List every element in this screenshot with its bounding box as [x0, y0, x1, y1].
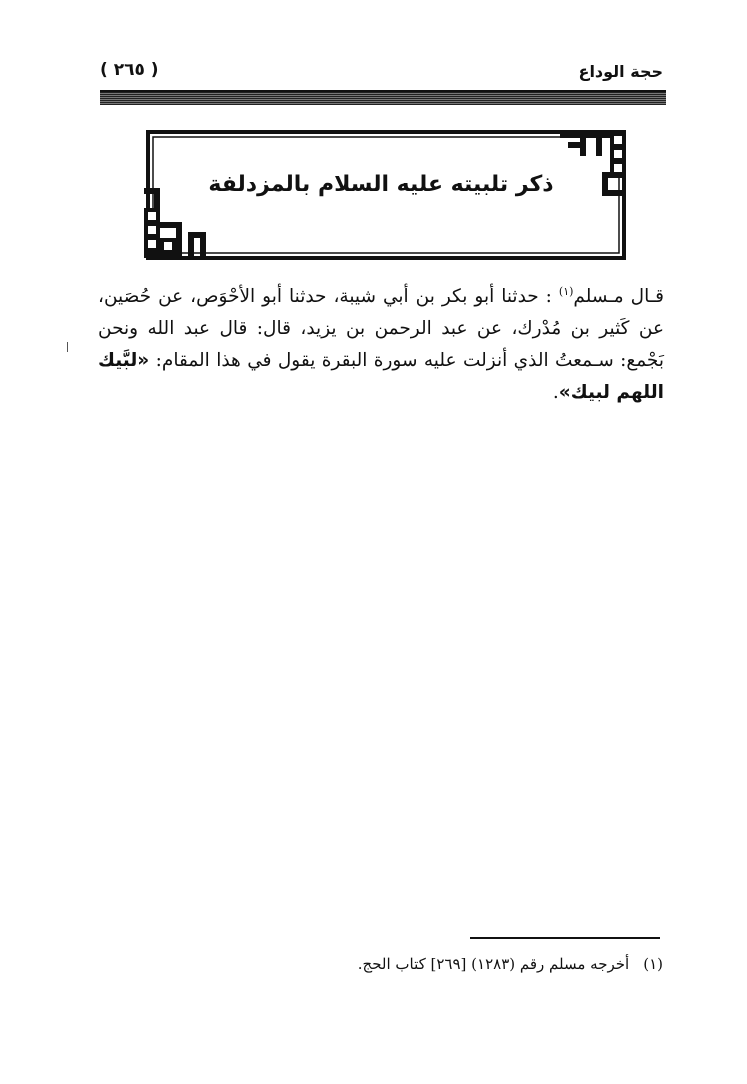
- footnote: [358, 955, 663, 973]
- running-header-title: حجة الوداع: [578, 62, 663, 81]
- isnad-text: : حدثنا أبو بكر بن أبي شيبة، حدثنا أبو الأحْوَص، عن حُصَين، عن كَثير بن مُدْرك، عن عبد الرحمن بن يزيد، قال: قال عبد الله ونحن بَجْمع: سـمعتُ الذي أنزلت عليه سورة البقرة يقول في هذا المقام:: [98, 286, 664, 372]
- footnote-marker: (١): [558, 285, 574, 298]
- header-rule: [100, 92, 666, 105]
- footnote-number: (١): [643, 955, 663, 973]
- section-title: ذكر تلبيته عليه السلام بالمزدلفة: [208, 172, 554, 197]
- page-number: ( ٢٦٥ ): [100, 60, 159, 80]
- hadith-paragraph: [98, 276, 664, 409]
- margin-mark: [67, 342, 68, 352]
- body-paragraph: [98, 276, 664, 409]
- narrator-intro: قـال مـسلم: [573, 286, 664, 308]
- sentence-end: .: [552, 382, 559, 404]
- footnote-rule: [470, 937, 660, 939]
- footnote-text: أخرجه مسلم رقم (١٢٨٣) [٢٦٩] كتاب الحج.: [357, 955, 630, 973]
- talbiyah-phrase: «لبَّيك اللهم لبيك»: [98, 350, 664, 404]
- section-title-frame: [140, 128, 632, 260]
